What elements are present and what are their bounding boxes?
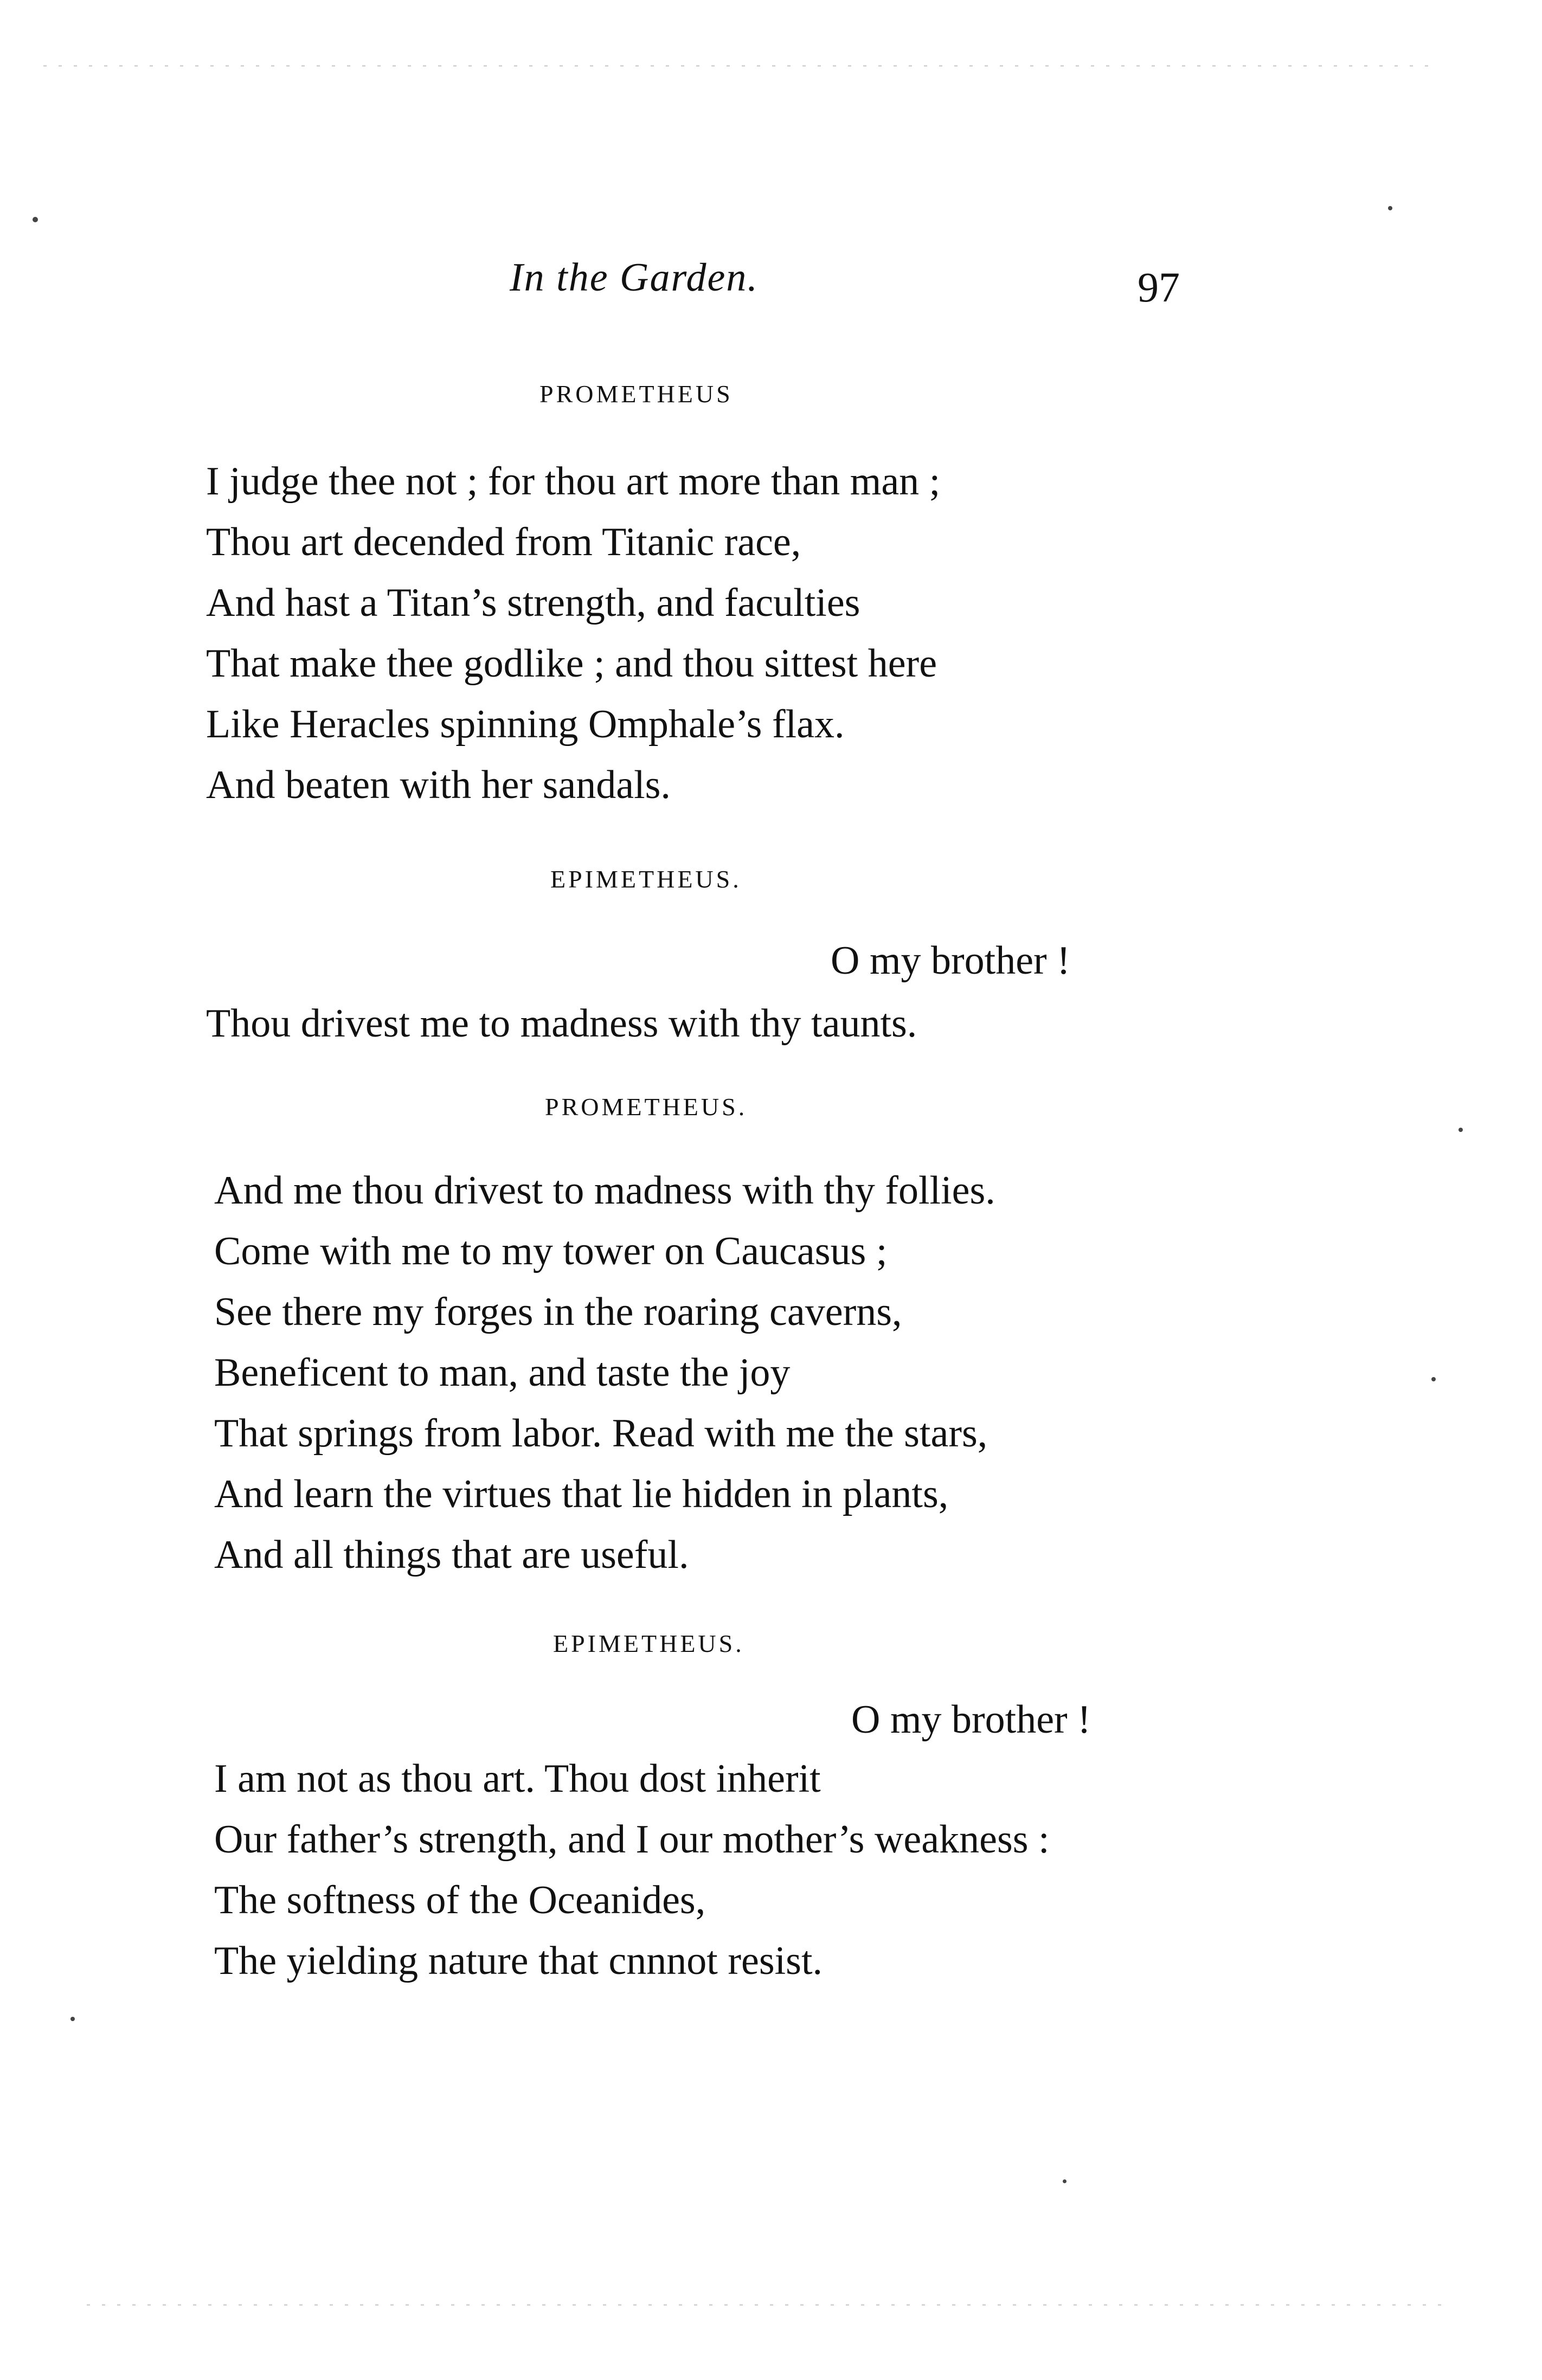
verse-block	[206, 451, 940, 815]
verse-line: Our father’s strength, and I our mother’s weakness :	[214, 1817, 1050, 1862]
speaker-label: PROMETHEUS.	[545, 1093, 748, 1121]
page-number: 97	[1138, 263, 1180, 311]
speaker-label: EPIMETHEUS.	[553, 1630, 744, 1657]
verse-line: Beneficent to man, and taste the joy	[214, 1350, 791, 1395]
half-line: O my brother !	[831, 938, 1070, 983]
verse-line: That make thee godlike ; and thou sittest here	[206, 641, 937, 686]
half-line: O my brother !	[851, 1697, 1091, 1742]
verse-line: Come with me to my tower on Caucasus ;	[214, 1229, 888, 1273]
verse-block	[206, 993, 917, 1054]
scan-speck	[33, 217, 38, 222]
verse-line: I judge thee not ; for thou art more than man ;	[206, 459, 941, 504]
verse-line: And hast a Titan’s strength, and faculties	[206, 581, 860, 625]
verse-line: I am not as thou art. Thou dost inherit	[214, 1757, 821, 1801]
verse-line: And me thou drivest to madness with thy follies.	[214, 1168, 995, 1213]
verse-block	[214, 1160, 995, 1585]
verse-line: Thou art decended from Titanic race,	[206, 520, 801, 564]
verse-line: Like Heracles spinning Omphale’s flax.	[206, 702, 845, 747]
speaker-label: PROMETHEUS	[539, 380, 733, 408]
top-edge-scan-noise	[43, 65, 1431, 67]
verse-line: And all things that are useful.	[214, 1533, 689, 1577]
verse-line: And learn the virtues that lie hidden in plants,	[214, 1472, 949, 1516]
scan-speck	[1431, 1377, 1436, 1381]
verse-line: The yielding nature that cnnnot resist.	[214, 1939, 823, 1983]
scan-speck	[1388, 206, 1392, 210]
running-title: In the Garden.	[510, 255, 759, 300]
verse-line: Thou drivest me to madness with thy taunts.	[206, 1001, 917, 1046]
bottom-edge-scan-noise	[87, 2304, 1442, 2306]
scan-speck	[70, 2017, 75, 2021]
verse-line: And beaten with her sandals.	[206, 763, 671, 807]
scan-speck	[1063, 2179, 1066, 2183]
verse-line: The softness of the Oceanides,	[214, 1878, 706, 1922]
verse-line: See there my forges in the roaring caverns,	[214, 1290, 902, 1334]
scan-speck	[1459, 1128, 1463, 1132]
verse-line: That springs from labor. Read with me the stars,	[214, 1411, 988, 1456]
verse-block	[214, 1748, 1050, 1991]
speaker-label: EPIMETHEUS.	[550, 865, 742, 893]
